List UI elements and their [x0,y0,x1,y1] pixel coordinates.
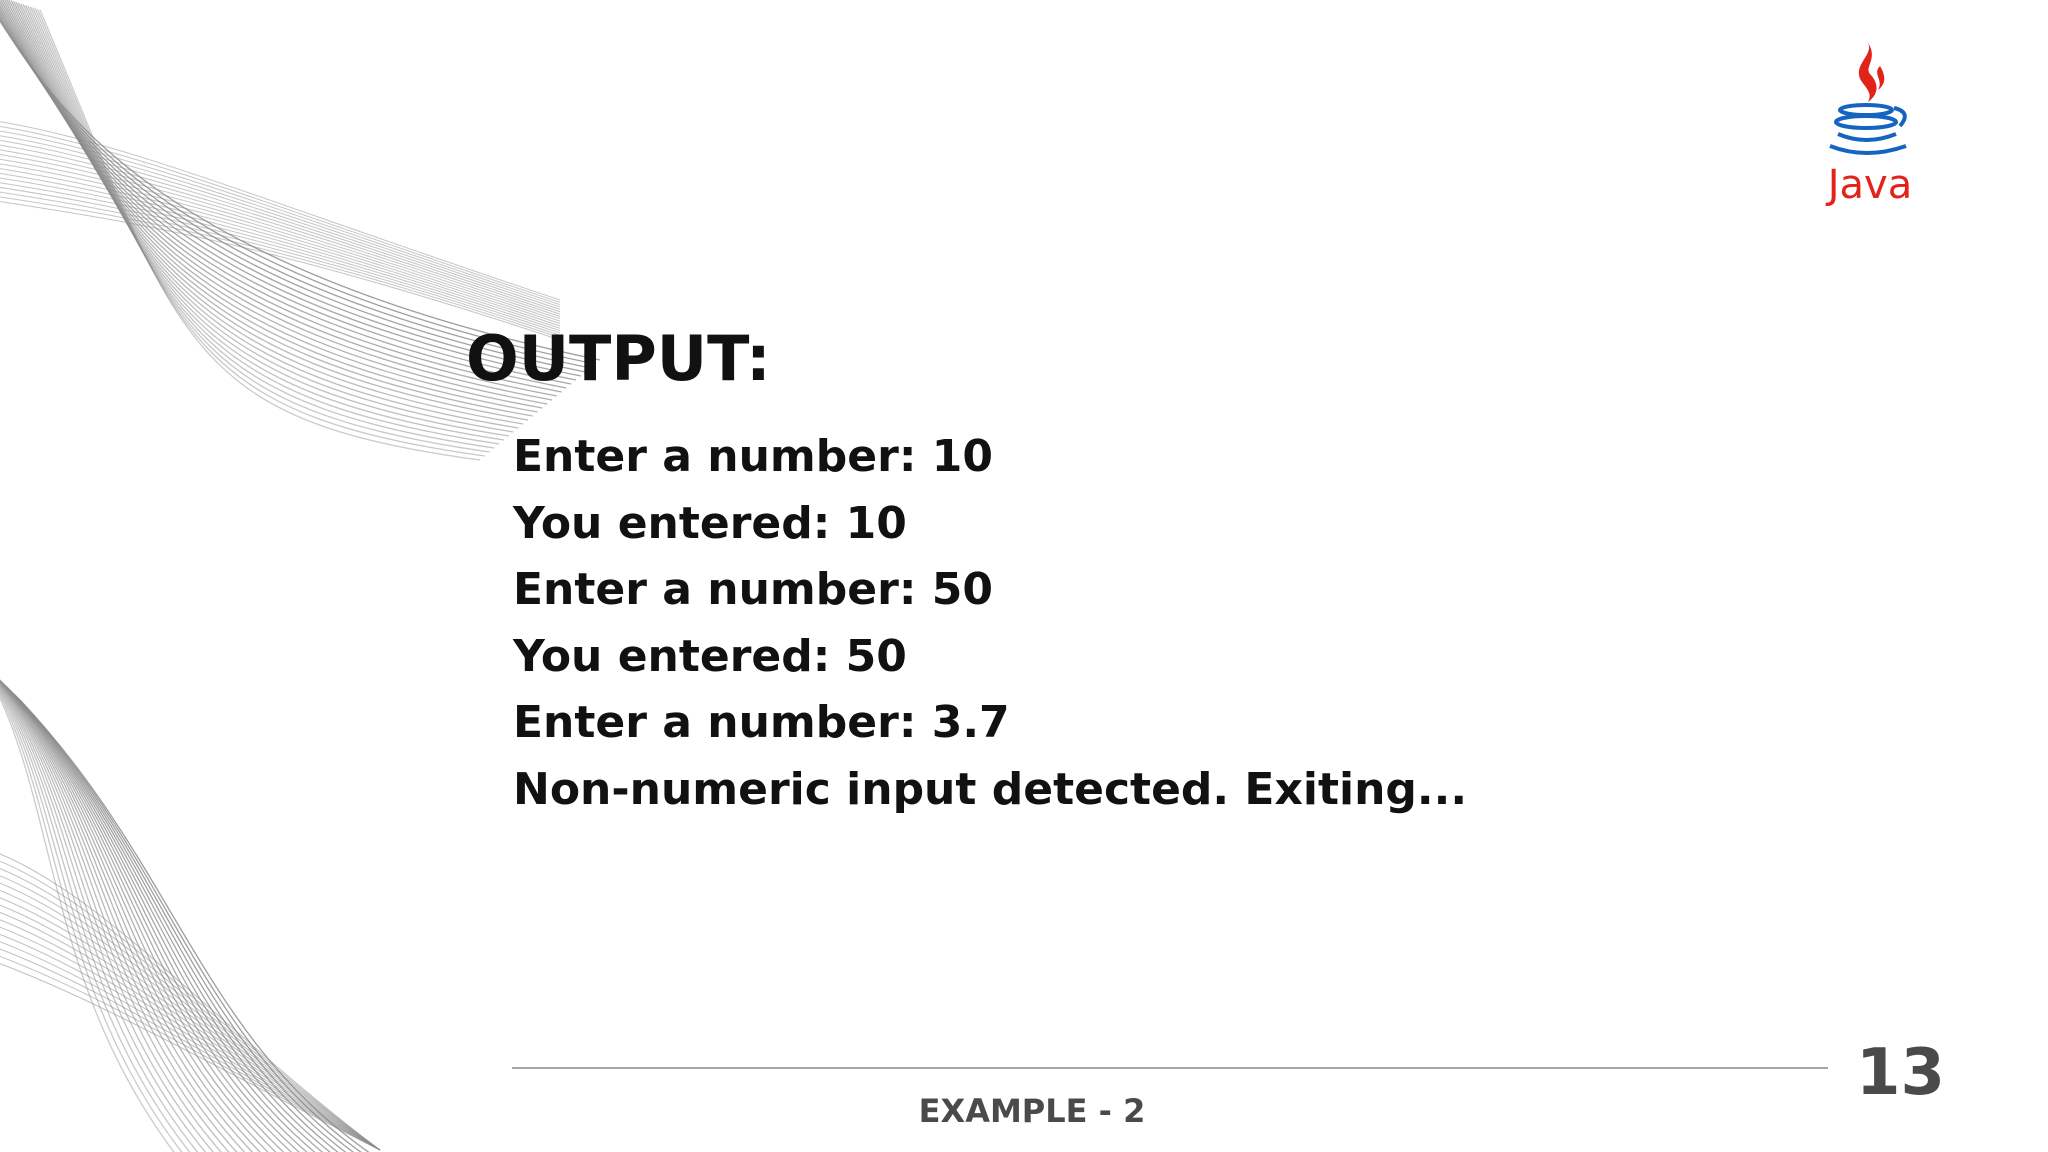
output-line: You entered: 50 [513,630,907,682]
wave-line [0,953,380,1150]
output-line: Enter a number: 50 [513,564,993,615]
wave-line [0,153,560,317]
java-flame-small-icon [1877,66,1884,90]
wave-line [9,689,324,1152]
wave-line [18,3,523,424]
wave-line [0,172,560,326]
wave-line [0,850,380,1150]
wave-line [0,0,590,368]
wave-line [4,684,300,1152]
wave-line [0,666,212,1152]
java-logo-icon [1820,36,1920,206]
wave-line [9,0,543,408]
wave-line [1,681,284,1152]
wave-line [0,916,380,1150]
wave-line [14,694,348,1152]
wave-line [0,181,560,330]
page-number: 13 [1856,1036,1946,1110]
wave-line [6,686,308,1152]
output-line: Enter a number: 10 [513,431,993,482]
wave-line [0,125,560,303]
wave-line [21,4,519,428]
wave-line [0,167,560,323]
wave-line [0,191,560,336]
wave-line [20,700,380,1152]
wave-line [0,158,560,319]
java-flame-icon [1859,40,1877,102]
wave-line [0,676,260,1152]
java-wordmark: Java [1827,162,1913,206]
wave-line [0,909,380,1150]
wave-line [0,670,228,1152]
wave-line [0,865,380,1150]
wave-line [0,120,560,300]
wave-line [0,663,196,1152]
wave-line [0,139,560,310]
wave-line [0,162,560,321]
wave-line [15,695,356,1152]
wave-line [0,144,560,312]
wave-line [0,0,595,364]
wave-line [11,0,537,412]
wave-line [0,0,581,376]
wave-line [7,687,316,1152]
wave-line [0,879,380,1150]
wave-line [0,679,276,1152]
wave-line [33,8,495,448]
wave-line [0,129,560,304]
wave-line [0,887,380,1150]
slide-title: OUTPUT: [466,322,771,395]
wave-line [0,134,560,307]
wave-line [0,671,236,1152]
wave-line [0,673,244,1152]
wave-line [0,674,252,1152]
wave-line [0,923,380,1150]
wave-line [0,945,380,1150]
wave-line [0,176,560,328]
wave-line [0,0,600,360]
wave-line [23,4,513,432]
wave-line [0,195,560,337]
wave-lines-top-decoration [0,0,620,470]
console-output [513,424,1467,823]
wave-line [0,960,380,1150]
wave-line [26,5,509,436]
wave-line [18,698,372,1152]
output-line: You entered: 10 [513,497,907,549]
wave-line [35,8,489,452]
wave-line [0,931,380,1150]
wave-line [28,6,504,440]
wave-line [0,938,380,1150]
wave-line [0,901,380,1150]
wave-line [12,692,340,1152]
wave-line [0,668,220,1152]
wave-line [16,2,528,420]
output-line: Enter a number: 3.7 [513,697,1010,748]
wave-line [0,200,560,340]
wave-line [0,0,586,372]
wave-line [40,10,480,460]
wave-line [0,872,380,1150]
wave-line [10,690,332,1152]
wave-line [0,186,560,333]
footer-label: EXAMPLE - 2 [918,1092,1146,1130]
wave-line [17,697,364,1152]
wave-line [30,7,499,444]
wave-line [2,682,292,1152]
wave-line [0,665,204,1152]
wave-lines-bottom-decoration [0,650,420,1152]
wave-line [0,678,268,1152]
wave-line [0,857,380,1150]
wave-line [0,148,560,314]
wave-line [38,9,485,456]
wave-line [0,660,180,1152]
wave-line [0,894,380,1150]
wave-line [0,662,188,1152]
footer-divider [512,1067,1828,1069]
wave-line [14,1,533,416]
output-line: Non-numeric input detected. Exiting... [513,763,1468,815]
